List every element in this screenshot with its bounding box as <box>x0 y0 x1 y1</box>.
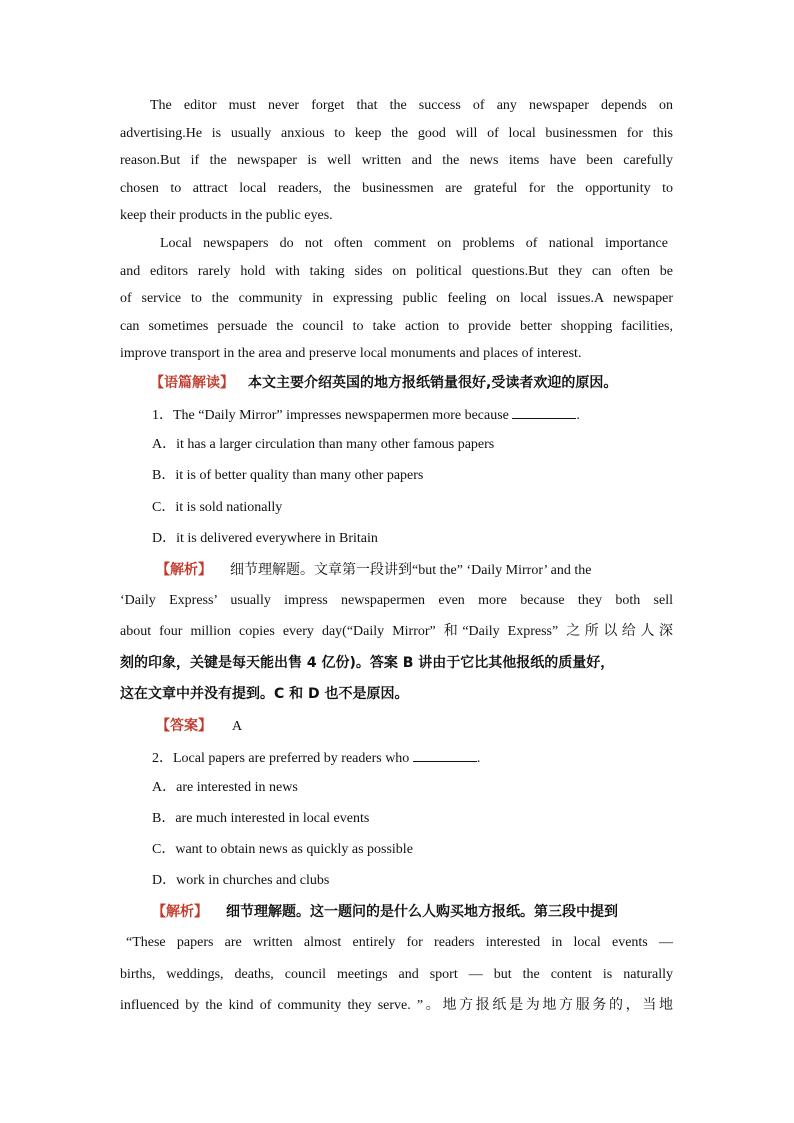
question-2-option-b: B．are much interested in local events <box>152 811 370 826</box>
question-1-option-d: D．it is delivered everywhere in Britain <box>152 531 378 546</box>
question-2-stem <box>152 747 480 769</box>
passage-p2-line-2: and editors rarely hold with taking sides on political questions.But they can often be <box>120 264 673 279</box>
discourse-analysis-text: 本文主要介绍英国的地方报纸销量很好,受读者欢迎的原因。 <box>248 375 618 391</box>
question-1-stem-text: 1．The “Daily Mirror” impresses newspapermen more because <box>152 408 509 423</box>
question-1-analysis-text-1: 细节理解题。文章第一段讲到“but the” ‘Daily Mirror’ and the <box>230 563 592 578</box>
question-1-analysis-line-1 <box>156 560 591 581</box>
question-2-analysis-line-4: influenced by the kind of community they serve. ”。地方报纸是为地方服务的，当地 <box>120 998 673 1013</box>
question-2-option-a: A．are interested in news <box>152 780 298 795</box>
question-1-option-c: C．it is sold nationally <box>152 500 283 515</box>
question-1-analysis-line-4: 刻的印象，关键是每天能出售 4 亿份)。答案 B 讲由于它比其他报纸的质量好， <box>120 655 615 671</box>
question-1-analysis-line-5: 这在文章中并没有提到。C 和 D 也不是原因。 <box>120 686 409 702</box>
question-1-option-a: A．it has a larger circulation than many other famous papers <box>152 437 495 452</box>
passage-p1-line-4: chosen to attract local readers, the businessmen are grateful for the opportunity to <box>120 181 673 196</box>
question-1-stem-end: . <box>576 408 580 423</box>
passage-p2-line-3: of service to the community in expressing public feeling on local issues.A newspaper <box>120 291 673 306</box>
question-1-answer-value: A <box>232 719 243 734</box>
question-1-answer-tag: 【答案】 <box>156 718 212 734</box>
question-2-option-c: C．want to obtain news as quickly as possible <box>152 842 413 857</box>
question-1-option-b: B．it is of better quality than many other papers <box>152 468 424 483</box>
question-2-analysis-line-3: births, weddings, deaths, council meetings and sport — but the content is naturally <box>120 967 673 982</box>
question-2-stem-text: 2．Local papers are preferred by readers who <box>152 751 410 766</box>
passage-p1-line-1: The editor must never forget that the success of any newspaper depends on <box>150 98 673 113</box>
passage-p1-line-5: keep their products in the public eyes. <box>120 208 333 223</box>
question-1-blank <box>512 404 576 419</box>
passage-p1-line-3: reason.But if the newspaper is well written and the news items have been carefully <box>120 153 673 168</box>
question-1-answer <box>156 716 242 737</box>
question-1-analysis-line-3: about four million copies every day(“Daily Mirror” 和“Daily Express” 之所以给人深 <box>120 624 673 639</box>
question-1-stem <box>152 404 580 426</box>
question-1-analysis-line-2: ‘Daily Express’ usually impress newspapermen even more because they both sell <box>120 593 673 608</box>
question-1-analysis-tag: 【解析】 <box>156 562 212 578</box>
question-2-stem-end: . <box>476 751 481 766</box>
passage-p1-line-2: advertising.He is usually anxious to keep the good will of local businessmen for this <box>120 126 673 141</box>
passage-p2-line-1: Local newspapers do not often comment on problems of national importance <box>160 236 668 251</box>
question-2-analysis-text-1: 细节理解题。这一题问的是什么人购买地方报纸。第三段中提到 <box>226 904 618 920</box>
passage-p2-line-4: can sometimes persuade the council to take action to provide better shopping facilities, <box>120 319 673 334</box>
discourse-analysis <box>150 373 617 394</box>
question-2-analysis-line-2: “These papers are written almost entirely for readers interested in local events — <box>126 935 673 950</box>
question-2-blank <box>413 747 477 762</box>
discourse-analysis-tag: 【语篇解读】 <box>150 375 234 391</box>
question-2-analysis-tag: 【解析】 <box>152 904 208 920</box>
passage-p2-line-5: improve transport in the area and preserve local monuments and places of interest. <box>120 346 582 361</box>
question-2-analysis-line-1 <box>152 902 618 923</box>
question-2-option-d: D．work in churches and clubs <box>152 873 330 888</box>
